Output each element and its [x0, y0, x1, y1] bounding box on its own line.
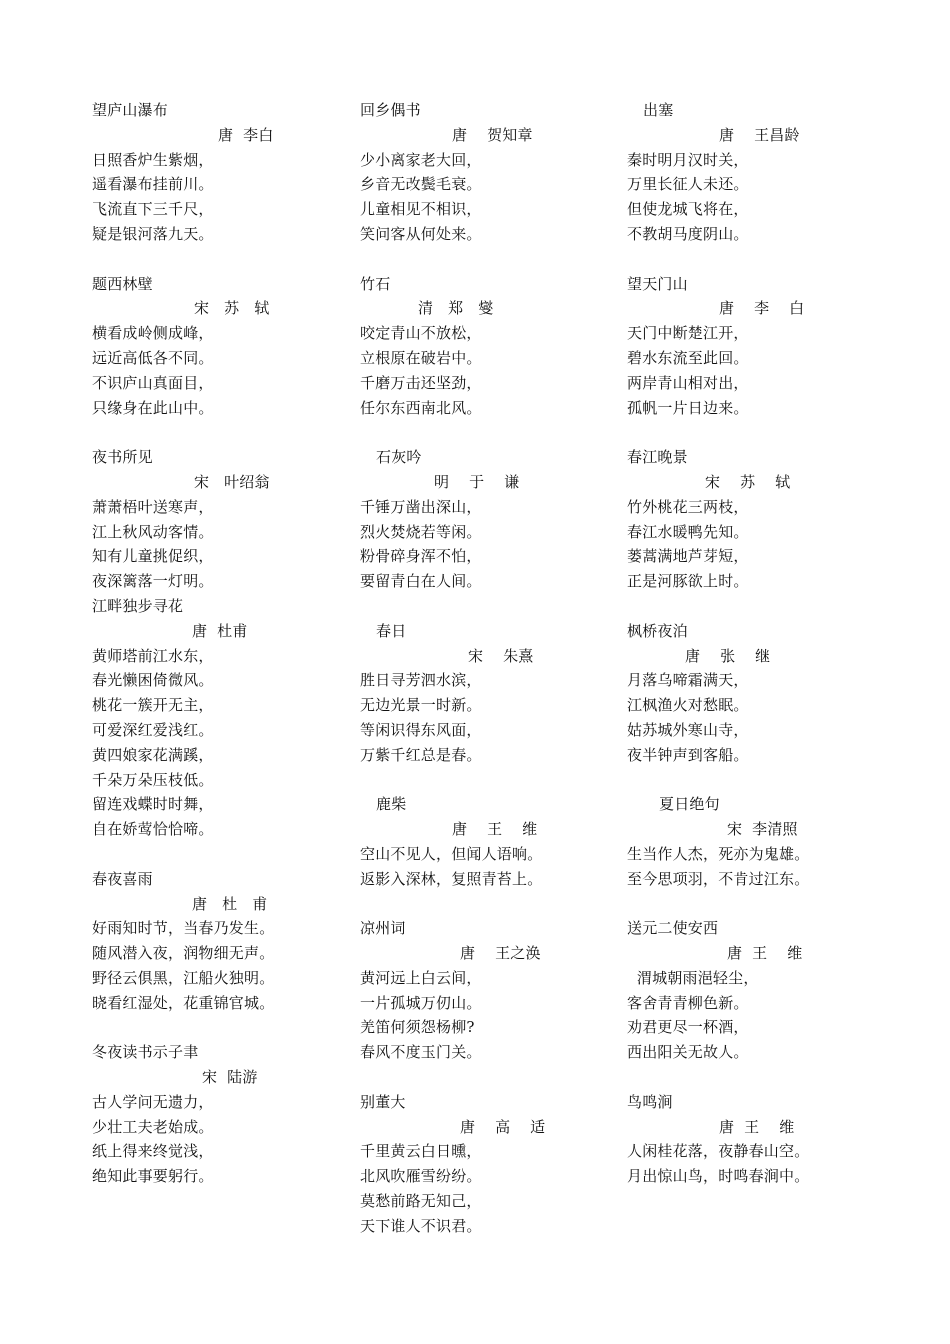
poem-line: 等闲识得东风面， — [360, 720, 482, 739]
poem-title: 竹石 — [360, 274, 391, 293]
poem-line: 天门中断楚江开， — [627, 324, 749, 343]
spacer — [360, 594, 620, 619]
poem-line: 秦时明月汉时关， — [627, 150, 749, 169]
poem-line: 要留青白在人间。 — [360, 572, 482, 591]
poem-line: 千锤万凿出深山， — [360, 497, 482, 516]
poem-author: 宋 朱熹 — [468, 646, 534, 665]
poem-author: 宋 苏 轼 — [705, 472, 791, 491]
poem-block — [627, 98, 887, 247]
poem-line: 古人学问无遗力， — [92, 1092, 214, 1111]
poem-line: 生当作人杰，死亦为鬼雄。 — [627, 844, 810, 863]
poem-title: 鸟鸣涧 — [627, 1092, 673, 1111]
spacer — [360, 1065, 620, 1090]
poem-author: 唐 高 适 — [460, 1117, 546, 1136]
poem-line: 好雨知时节，当春乃发生。 — [92, 919, 275, 938]
poem-author: 唐 杜 甫 — [192, 894, 268, 913]
poem-block — [360, 619, 620, 768]
poem-title: 别董大 — [360, 1092, 406, 1111]
spacer — [627, 420, 887, 445]
poem-line: 咬定青山不放松， — [360, 324, 482, 343]
poem-block — [627, 916, 887, 1065]
poem-line: 胜日寻芳泗水滨， — [360, 671, 482, 690]
poem-block — [627, 619, 887, 768]
spacer — [627, 768, 887, 793]
poem-author: 唐 王之涣 — [460, 944, 541, 963]
poem-block — [360, 1090, 620, 1239]
poem-line: 可爱深红爱浅红。 — [92, 720, 214, 739]
poem-title: 江畔独步寻花 — [92, 596, 184, 615]
poem-author: 唐 李 白 — [719, 299, 805, 318]
poem-line: 蒌蒿满地芦芽短， — [627, 547, 749, 566]
poem-author: 唐 贺知章 — [452, 125, 533, 144]
poem-line: 不识庐山真面目， — [92, 373, 214, 392]
poem-line: 天下谁人不识君。 — [360, 1216, 482, 1235]
poem-title: 凉州词 — [360, 919, 406, 938]
poem-line: 乡音无改鬓毛衰。 — [360, 175, 482, 194]
column-right — [627, 98, 887, 1189]
poem-line: 黄河远上白云间， — [360, 968, 482, 987]
poem-block — [360, 445, 620, 594]
spacer — [627, 247, 887, 272]
spacer — [92, 842, 352, 867]
poem-author: 唐 王 维 — [452, 820, 538, 839]
poem-title: 冬夜读书示子聿 — [92, 1043, 199, 1062]
poem-line: 万里长征人未还。 — [627, 175, 749, 194]
poem-line: 少小离家老大回， — [360, 150, 482, 169]
poem-block — [360, 792, 620, 891]
poem-author: 明 于 谦 — [434, 472, 520, 491]
spacer — [360, 247, 620, 272]
poem-block — [92, 272, 352, 421]
poem-line: 莫愁前路无知己， — [360, 1192, 482, 1211]
poem-title: 望庐山瀑布 — [92, 101, 169, 119]
poem-title: 题西林壁 — [92, 274, 153, 293]
poem-line: 两岸青山相对出， — [627, 373, 749, 392]
poem-line: 立根原在破岩中。 — [360, 348, 482, 367]
poem-block — [92, 867, 352, 1016]
poem-block — [92, 594, 352, 842]
poem-line: 春江水暖鸭先知。 — [627, 522, 749, 541]
poem-line: 西出阳关无故人。 — [627, 1043, 749, 1062]
poem-line: 竹外桃花三两枝， — [627, 497, 749, 516]
poem-line: 粉骨碎身浑不怕， — [360, 547, 482, 566]
poem-line: 晓看红湿处，花重锦官城。 — [92, 993, 275, 1012]
poem-block — [92, 445, 352, 594]
poem-block — [360, 916, 620, 1065]
column-left — [92, 98, 352, 1189]
poem-line: 正是河豚欲上时。 — [627, 572, 749, 591]
poem-line: 姑苏城外寒山寺， — [627, 720, 749, 739]
poem-line: 飞流直下三千尺， — [92, 200, 214, 219]
poem-line: 儿童相见不相识， — [360, 200, 482, 219]
poem-line: 北风吹雁雪纷纷。 — [360, 1167, 482, 1186]
poem-block — [92, 98, 352, 247]
poem-line: 黄四娘家花满蹊， — [92, 745, 214, 764]
poem-author: 唐 王 维 — [727, 944, 803, 963]
poem-block — [92, 1040, 352, 1189]
poem-author: 宋 李清照 — [727, 820, 798, 839]
poem-line: 任尔东西南北风。 — [360, 398, 482, 417]
poem-title: 夜书所见 — [92, 448, 153, 467]
poem-author: 唐 王 维 — [719, 1117, 795, 1136]
poem-line: 桃花一簇开无主， — [92, 696, 214, 715]
poem-line: 月出惊山鸟，时鸣春涧中。 — [627, 1167, 810, 1186]
poem-line: 客舍青青柳色新。 — [627, 993, 749, 1012]
poem-author: 宋 苏 轼 — [194, 299, 270, 318]
poem-line: 孤帆一片日边来。 — [627, 398, 749, 417]
poem-line: 江枫渔火对愁眠。 — [627, 696, 749, 715]
spacer — [360, 768, 620, 793]
poem-line: 一片孤城万仞山。 — [360, 993, 482, 1012]
poem-line: 人闲桂花落，夜静春山空。 — [627, 1142, 810, 1161]
poem-line: 千里黄云白日曛， — [360, 1142, 482, 1161]
poem-line: 自在娇莺恰恰啼。 — [92, 820, 214, 839]
poem-line: 江上秋风动客情。 — [92, 522, 214, 541]
poem-line: 遥看瀑布挂前川。 — [92, 175, 214, 194]
poem-title: 枫桥夜泊 — [627, 621, 688, 640]
spacer — [627, 594, 887, 619]
poem-line: 笑问客从何处来。 — [360, 224, 482, 243]
poem-block — [627, 792, 887, 891]
poem-block — [627, 445, 887, 594]
poem-line: 绝知此事要躬行。 — [92, 1167, 214, 1186]
poem-line: 千朵万朵压枝低。 — [92, 770, 214, 789]
poem-line: 疑是银河落九天。 — [92, 224, 214, 243]
poem-line: 春光懒困倚微风。 — [92, 671, 214, 690]
spacer — [92, 1015, 352, 1040]
poem-line: 夜半钟声到客船。 — [627, 745, 749, 764]
poem-title: 鹿柴 — [376, 795, 407, 814]
poem-line: 日照香炉生紫烟， — [92, 150, 214, 169]
poem-line: 随风潜入夜，润物细无声。 — [92, 944, 275, 963]
poem-line: 但使龙城飞将在， — [627, 200, 749, 219]
poem-line: 夜深篱落一灯明。 — [92, 572, 214, 591]
poem-line: 万紫千红总是春。 — [360, 745, 482, 764]
poem-line: 黄师塔前江水东， — [92, 646, 214, 665]
poem-line: 横看成岭侧成峰， — [92, 324, 214, 343]
poem-line: 只缘身在此山中。 — [92, 398, 214, 417]
poem-line: 羌笛何须怨杨柳? — [360, 1018, 475, 1037]
poem-author: 宋 陆游 — [202, 1068, 258, 1087]
poem-block — [360, 98, 620, 247]
spacer — [92, 247, 352, 272]
poem-line: 月落乌啼霜满天， — [627, 671, 749, 690]
poem-title: 春日 — [376, 621, 407, 640]
poem-author: 宋 叶绍翁 — [194, 472, 270, 491]
poem-line: 渭城朝雨浥轻尘， — [627, 968, 759, 987]
poem-line: 留连戏蝶时时舞， — [92, 795, 214, 814]
spacer — [627, 892, 887, 917]
poem-line: 不教胡马度阴山。 — [627, 224, 749, 243]
poem-line: 无边光景一时新。 — [360, 696, 482, 715]
poem-line: 知有儿童挑促织， — [92, 547, 214, 566]
poem-line: 野径云俱黑，江船火独明。 — [92, 968, 275, 987]
poem-line: 纸上得来终觉浅， — [92, 1142, 214, 1161]
poem-title: 石灰吟 — [376, 448, 422, 467]
spacer — [627, 1065, 887, 1090]
poem-author: 唐 王昌龄 — [719, 125, 800, 144]
poem-author: 唐 张 继 — [685, 646, 771, 665]
poem-line: 空山不见人，但闻人语响。 — [360, 844, 543, 863]
poem-line: 返影入深林，复照青苔上。 — [360, 869, 543, 888]
poem-line: 春风不度玉门关。 — [360, 1043, 482, 1062]
spacer — [360, 892, 620, 917]
poem-block — [360, 272, 620, 421]
poem-title: 回乡偶书 — [360, 101, 421, 119]
poem-line: 少壮工夫老始成。 — [92, 1117, 214, 1136]
poem-author: 唐 李白 — [218, 125, 274, 144]
poem-line: 萧萧梧叶送寒声， — [92, 497, 214, 516]
column-middle — [360, 98, 620, 1239]
poem-block — [627, 1090, 887, 1189]
poem-title: 夏日绝句 — [659, 795, 720, 814]
poem-title: 出塞 — [643, 101, 674, 119]
poem-line: 千磨万击还坚劲， — [360, 373, 482, 392]
poem-line: 烈火焚烧若等闲。 — [360, 522, 482, 541]
poem-line: 劝君更尽一杯酒， — [627, 1018, 749, 1037]
poem-block — [627, 272, 887, 421]
poem-title: 望天门山 — [627, 274, 688, 293]
poem-title: 春夜喜雨 — [92, 869, 153, 888]
poem-author: 清 郑 燮 — [418, 299, 494, 318]
poem-line: 碧水东流至此回。 — [627, 348, 749, 367]
poem-title: 送元二使安西 — [627, 919, 719, 938]
poem-line: 至今思项羽，不肯过江东。 — [627, 869, 810, 888]
spacer — [360, 420, 620, 445]
poem-author: 唐 杜甫 — [192, 621, 248, 640]
spacer — [92, 420, 352, 445]
poem-title: 春江晚景 — [627, 448, 688, 467]
poem-line: 远近高低各不同。 — [92, 348, 214, 367]
